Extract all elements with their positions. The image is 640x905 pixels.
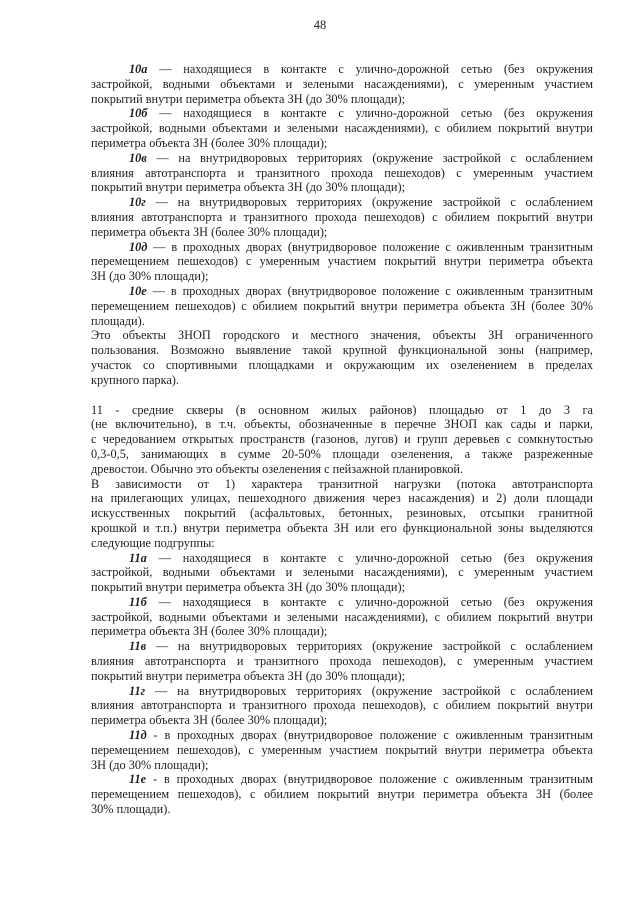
paragraph-line: 11а — находящиеся в контакте с улично-дорожной сетью (без окружения	[129, 550, 593, 565]
subgroup-10v	[91, 151, 593, 195]
paragraph-line: влияния автотранспорта и транзитного прохода пешеходов), с умеренным участием	[91, 654, 593, 669]
subgroup-11e	[91, 772, 593, 816]
paragraph-line: искусственных покрытий (асфальтовых, бетонных, резиновых, отсыпки гранитной	[91, 506, 593, 521]
paragraph-line: Это объекты ЗНОП городского и местного значения, объекты ЗН ограниченного	[91, 328, 593, 343]
subgroup-10e	[91, 284, 593, 328]
paragraph-line: застройкой, водными объектами и зелеными насаждениями), с умеренным участием	[91, 565, 593, 580]
subgroup-11a	[91, 551, 593, 595]
paragraph-line: застройкой, водными объектами и зелеными насаждениями), с обилием покрытий внутри	[91, 609, 593, 624]
paragraph-line: 11 - средние скверы (в основном жилых районов) площадью от 1 до 3 га	[91, 402, 593, 417]
subgroup-code: 10а	[129, 62, 148, 76]
page-number: 48	[313, 18, 327, 32]
paragraph-line: перемещением пешеходов), с умеренным участием покрытий внутри периметра объекта	[91, 742, 593, 757]
paragraph-line: 10б — находящиеся в контакте с улично-дорожной сетью (без окружения	[129, 106, 593, 121]
paragraph-line: перемещением пешеходов) с обилием покрытий внутри периметра объекта ЗН (более 30%	[91, 298, 593, 313]
paragraph-line: 10д — в проходных дворах (внутридворовое положение с оживленным транзитным	[129, 239, 593, 254]
paragraph-line: древостои. Обычно это объекты озеленения с пейзажной планировкой.	[91, 461, 464, 476]
paragraph-line: 11б — находящиеся в контакте с улично-дорожной сетью (без окружения	[129, 594, 593, 609]
paragraph-line: крошкой и т.п.) внутри периметра объекта ЗН или его функциональной зоны выделяются	[91, 520, 593, 535]
paragraph-line: периметра объекта ЗН (более 30% площади);	[91, 624, 328, 639]
paragraph-line: крупного парка).	[91, 372, 179, 387]
paragraph-line: покрытий внутри периметра объекта ЗН (до 30% площади);	[91, 668, 406, 683]
paragraph-line: площади).	[91, 313, 145, 328]
paragraph-line: перемещением пешеходов), с обилием покрытий внутри периметра объекта ЗН (более	[91, 787, 593, 802]
paragraph-line: 10а — находящиеся в контакте с улично-дорожной сетью (без окружения	[129, 62, 593, 76]
subgroup-code: 10б	[129, 106, 148, 121]
paragraph-line: 11в — на внутридворовых территориях (окружение застройкой с ослаблением	[129, 639, 593, 654]
subgroup-10a	[91, 62, 593, 106]
subgroup-code: 10е	[129, 283, 147, 298]
paragraph-line: 11е - в проходных дворах (внутридворовое положение с оживленным транзитным	[129, 772, 593, 787]
paragraph-line: В зависимости от 1) характера транзитной нагрузки (потока автотранспорта	[91, 476, 593, 491]
subgroup-code: 11д	[129, 728, 147, 743]
paragraph-line: периметра объекта ЗН (более 30% площади);	[91, 224, 328, 239]
paragraph-line: 0,3-0,5, занимающих в сумме 20-50% площади озеленения, а также разреженные	[91, 446, 593, 461]
paragraph-line: застройкой, водными объектами и зелеными насаждениями), с умеренным участием	[91, 76, 593, 91]
subgroup-10g	[91, 195, 593, 239]
subgroup-11d	[91, 728, 593, 772]
section-10-note	[91, 328, 593, 387]
paragraph-line: 30% площади).	[91, 802, 171, 817]
paragraph-line: с чередованием открытых пространств (газонов, лугов) и групп деревьев с сомкнутостью	[91, 432, 593, 447]
paragraph-line: влияния автотранспорта и транзитного прохода пешеходов) с умеренным участием	[91, 165, 593, 180]
paragraph-line: покрытий внутри периметра объекта ЗН (до 30% площади);	[91, 91, 406, 106]
subgroup-code: 10д	[129, 239, 148, 254]
section-11-criteria	[91, 477, 593, 551]
paragraph-line: на прилегающих улицах, пешеходного движения через насаждения) и 2) доли площади	[91, 491, 593, 506]
subgroup-code: 11г	[129, 683, 146, 698]
paragraph-line: (не включительно), в т.ч. объекты, обозначенные в перечне ЗНОП как сады и парки,	[91, 417, 593, 432]
paragraph-line: ЗН (до 30% площади);	[91, 757, 209, 772]
paragraph-line: периметра объекта ЗН (более 30% площади);	[91, 713, 328, 728]
subgroup-code: 11в	[129, 639, 147, 654]
paragraph-line: влияния автотранспорта и транзитного прохода пешеходов) с обилием покрытий внутри	[91, 209, 593, 224]
section-gap	[91, 388, 593, 403]
paragraph-line: следующие подгруппы:	[91, 535, 215, 550]
paragraph-line: пользования. Возможно выявление такой крупной функциональной зоны (например,	[91, 343, 593, 358]
paragraph-line: ЗН (до 30% площади);	[91, 269, 209, 284]
paragraph-line: 11д - в проходных дворах (внутридворовое положение с оживленным транзитным	[129, 728, 593, 743]
subgroup-10b	[91, 106, 593, 150]
paragraph-line: 10е — в проходных дворах (внутридворовое положение с оживленным транзитным	[129, 283, 593, 298]
subgroup-11v	[91, 639, 593, 683]
paragraph-line: 10в — на внутридворовых территориях (окружение застройкой с ослаблением	[129, 150, 593, 165]
paragraph-line: периметра объекта ЗН (более 30% площади);	[91, 135, 328, 150]
subgroup-10d	[91, 240, 593, 284]
section-10-block	[91, 62, 593, 817]
subgroup-code: 11е	[129, 772, 147, 787]
subgroup-11b	[91, 595, 593, 639]
paragraph-line: застройкой, водными объектами и зелеными насаждениями), с обилием покрытий внутри	[91, 121, 593, 136]
paragraph-line: покрытий внутри периметра объекта ЗН (до 30% площади);	[91, 180, 406, 195]
paragraph-line: 11г — на внутридворовых территориях (окружение застройкой с ослаблением	[129, 683, 593, 698]
paragraph-line: 10г — на внутридворовых территориях (окружение застройкой с ослаблением	[129, 195, 593, 210]
paragraph-line: перемещением пешеходов) с умеренным участием покрытий внутри периметра объекта	[91, 254, 593, 269]
paragraph-line: участок со спортивными площадками и окружающим их озеленением в пределах	[91, 357, 593, 372]
subgroup-code: 11а	[129, 550, 147, 565]
subgroup-code: 10г	[129, 195, 146, 210]
section-11-intro	[91, 403, 593, 477]
subgroup-11g	[91, 684, 593, 728]
subgroup-code: 11б	[129, 594, 147, 609]
paragraph-line: покрытий внутри периметра объекта ЗН (до 30% площади);	[91, 580, 406, 595]
subgroup-code: 10в	[129, 150, 147, 165]
paragraph-line: влияния автотранспорта и транзитного прохода пешеходов), с обилием покрытий внутри	[91, 698, 593, 713]
